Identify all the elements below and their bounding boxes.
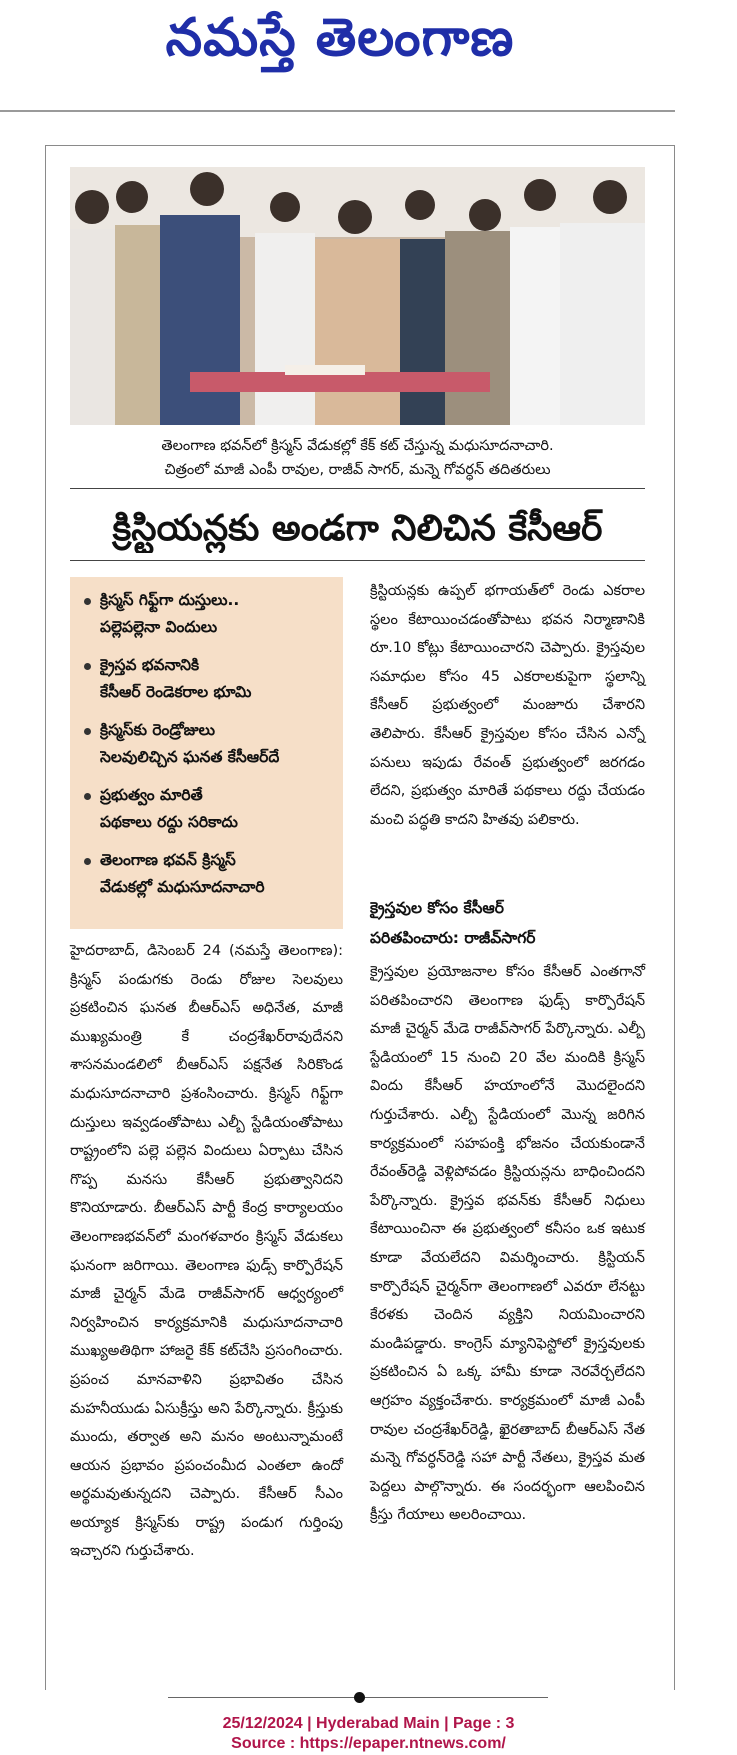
body-text: క్రిస్మస్ పండుగకు రెండు రోజుల సెలవులు ప్రకటించిన ఘనత బీఆర్‌ఎస్ అధినేత, మాజీ ముఖ్యమంత్రి కే చంద్రశేఖర్‌రావుదేనని శాసనమండలిలో బీఆర్‌ఎస్ పక్షనేత సిరికొండ మధుసూదనాచారి ప్రశంసించారు. క్రిస్మస్ గిఫ్ట్‌గా దుస్తులు ఇవ్వడంతోపాటు ఎల్బీ స్టేడియంతోపాటు రాష్ట్రంలోని పల్లె పల్లెన విందులు ఏర్పాటు చేసిన గొప్ప మనసు కేసీఆర్ ప్రభుత్వానిదని కొనియాడారు. బీఆర్‌ఎస్ పార్టీ కేంద్ర కార్యాలయం తెలంగాణభవన్‌లో మంగళవారం క్రిస్మస్ వేడుకలు ఘనంగా జరిగాయి. తెలంగాణ ఫుడ్స్ కార్పొరేషన్ మాజీ చైర్మన్ మేడె రాజీవ్‌సాగర్ ఆధ్వర్యంలో నిర్వహించిన కార్యక్రమానికి మధుసూదనాచారి ముఖ్యఅతిథిగా హాజరై కేక్ కట్‌చేసి ప్రసంగించారు. ప్రపంచ మానవాళిని ప్రభావితం చేసిన మహనీయుడు ఏసుక్రీస్తు అని పేర్కొన్నారు. క్రీస్తుకు ముందు, తర్వాత అని మనం అంటున్నామంటే ఆయన ప్రభావం ప్రపంచంమీద ఎంతలా ఉందో అర్థమవుతున్నదని చెప్పారు. కేసీఆర్ సీఎం అయ్యాక క్రిస్మస్‌కు రాష్ట్ర పండుగ గుర్తింపు ఇచ్చారని గుర్తుచేశారు. bbox=[70, 971, 343, 1560]
newspaper-logo: నమస్తే తెలంగాణ bbox=[165, 8, 515, 68]
highlight-line: క్రిస్మస్ గిఫ్ట్‌గా దుస్తులు.. bbox=[100, 591, 240, 609]
subheading-line: క్రైస్తవుల కోసం కేసీఆర్ bbox=[370, 899, 504, 917]
article-headline: క్రిస్టియన్లకు అండగా నిలిచిన కేసీఆర్ bbox=[112, 508, 603, 549]
bullet-icon bbox=[84, 858, 91, 865]
edition-info: 25/12/2024 | Hyderabad Main | Page : 3 bbox=[222, 1715, 515, 1732]
photo-illustration bbox=[70, 167, 645, 425]
article-photo bbox=[70, 167, 645, 425]
highlight-item bbox=[84, 847, 335, 901]
highlights-box bbox=[70, 577, 343, 929]
source-link[interactable]: Source : https://epaper.ntnews.com/ bbox=[231, 1735, 506, 1752]
highlight-line: క్రిస్మస్‌కు రెండ్రోజులు bbox=[100, 721, 215, 739]
bullet-icon bbox=[84, 598, 91, 605]
highlight-line: తెలంగాణ భవన్ క్రిస్మస్ bbox=[100, 851, 236, 869]
caption-line: చిత్రంలో మాజీ ఎంపీ రావుల, రాజీవ్ సాగర్, మన్నె గోవర్ధన్ తదితరులు bbox=[164, 462, 551, 478]
highlight-line: కేసీఆర్ రెండెకరాల భూమి bbox=[100, 683, 252, 701]
subheading-line: పరితపించారు: రాజీవ్‌సాగర్ bbox=[370, 929, 536, 947]
photo-caption bbox=[70, 434, 645, 482]
highlight-line: వేడుకల్లో మధుసూదనాచారి bbox=[100, 878, 265, 896]
body-paragraph: క్రైస్తవుల ప్రయోజనాల కోసం కేసీఆర్ ఎంతగానో పరితపించారని తెలంగాణ ఫుడ్స్ కార్పొరేషన్ మాజీ చైర్మన్ మేడె రాజీవ్‌సాగర్ పేర్కొన్నారు. ఎల్బీ స్టేడియంలో 15 నుంచి 20 వేల మందికి క్రిస్మస్ విందు కేసీఆర్ హయాంలోనే మొదలైందని గుర్తుచేశారు. ఎల్బీ స్టేడియంలో మొన్న జరిగిన కార్యక్రమంలో సహపంక్తి భోజనం చేయకుండానే రేవంత్‌రెడ్డి వెళ్లిపోవడం క్రిస్టియన్లను బాధించిందని పేర్కొన్నారు. క్రైస్తవ భవన్‌కు కేసీఆర్ నిధులు కేటాయించినా ఈ ప్రభుత్వంలో కనీసం ఒక ఇటుక కూడా వేయలేదని విమర్శించారు. క్రిస్టియన్ కార్పొరేషన్ చైర్మన్‌గా తెలంగాణలో ఎవరూ లేనట్టు కేరళకు చెందిన వ్యక్తిని నియమించారని మండిపడ్డారు. కాంగ్రెస్ మ్యానిఫెస్టోలో క్రైస్తవులకు ప్రకటించిన ఏ ఒక్క హామీ కూడా నెరవేర్చలేదని ఆగ్రహం వ్యక్తంచేశారు. కార్యక్రమంలో మాజీ ఎంపీ రావుల చంద్రశేఖర్‌రెడ్డి, ఖైరతాబాద్ బీఆర్‌ఎస్ నేత మన్నె గోవర్ధన్‌రెడ్డి సహా పార్టీ నేతలు, క్రైస్తవ మత పెద్దలు పాల్గొన్నారు. ఈ సందర్భంగా ఆలపించిన క్రీస్తు గేయాలు అలరించాయి. bbox=[370, 964, 645, 1524]
article-body-left bbox=[70, 937, 343, 1566]
body-paragraph bbox=[70, 937, 343, 1566]
highlight-line: ప్రభుత్వం మారితే bbox=[100, 786, 203, 804]
highlight-item bbox=[84, 587, 335, 641]
highlight-line: పథకాలు రద్దు సరికాదు bbox=[100, 813, 238, 831]
bullet-icon bbox=[84, 663, 91, 670]
dateline: హైదరాబాద్, డిసెంబర్ 24 (నమస్తే తెలంగాణ): bbox=[70, 943, 343, 959]
highlight-line: పల్లెపల్లెనా విందులు bbox=[100, 618, 218, 636]
footer-dot-icon bbox=[354, 1692, 365, 1703]
article-body-right-bottom bbox=[370, 958, 645, 1530]
article-body-right-top bbox=[370, 577, 645, 834]
body-paragraph: క్రిస్టియన్లకు ఉప్పల్ భగాయత్‌లో రెండు ఎకరాల స్థలం కేటాయించడంతోపాటు భవన నిర్మాణానికి రూ.10 కోట్లు కేటాయించారని చెప్పారు. క్రైస్తవుల సమాధుల కోసం 45 ఎకరాలకుపైగా స్థలాన్ని కేసీఆర్ ప్రభుత్వంలో మంజూరు చేశారని తెలిపారు. కేసీఆర్ క్రైస్తవుల కోసం చేసిన ఎన్నో పనులు ఇపుడు రేవంత్ ప్రభుత్వంలో జరగడం లేదని, ప్రభుత్వం మారితే పథకాలు రద్దు చేయడం మంచి పద్ధతి కాదని హితవు పలికారు. bbox=[370, 583, 645, 828]
bullet-icon bbox=[84, 793, 91, 800]
caption-divider bbox=[70, 488, 645, 489]
article-subheading bbox=[370, 893, 645, 953]
highlight-item bbox=[84, 717, 335, 771]
highlight-item bbox=[84, 782, 335, 836]
highlight-line: క్రైస్తవ భవనానికి bbox=[100, 656, 200, 674]
highlight-item bbox=[84, 652, 335, 706]
caption-line: తెలంగాణ భవన్‌లో క్రిస్మస్ వేడుకల్లో కేక్ కట్ చేస్తున్న మధుసూదనాచారి. bbox=[161, 438, 554, 454]
headline-divider bbox=[70, 560, 645, 561]
masthead-divider bbox=[0, 110, 675, 112]
bullet-icon bbox=[84, 728, 91, 735]
masthead bbox=[0, 0, 737, 110]
highlight-line: సెలవులిచ్చిన ఘనత కేసీఆర్‌దే bbox=[100, 748, 280, 766]
